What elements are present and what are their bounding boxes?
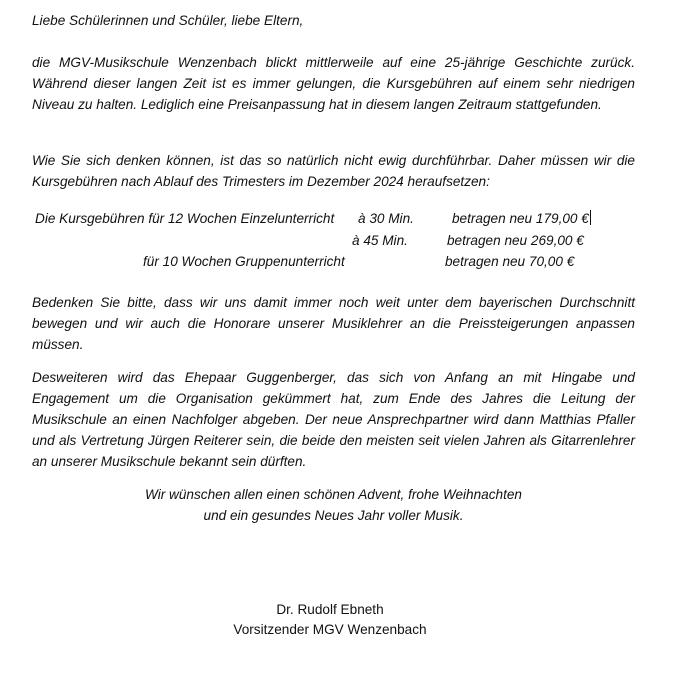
fee-row-1-description: Die Kursgebühren für 12 Wochen Einzelunterricht [35,211,335,226]
fee-row-2-duration: à 45 Min. [352,233,408,248]
paragraph-bavarian-average: Bedenken Sie bitte, dass wir uns damit immer noch weit unter dem bayerischen Durchschnitt bewegen und wir auch die Honorare unserer Musiklehrer an die Preissteigerungen anpassen müssen. [32,295,635,352]
paragraph-fee-increase: Wie Sie sich denken können, ist das so natürlich nicht ewig durchführbar. Daher müssen wir die Kursgebühren nach Ablauf des Trimesters im Dezember 2024 heraufsetzen: [32,153,635,189]
closing-line-2: und ein gesundes Neues Jahr voller Musik. [203,508,464,523]
fee-row-2-price: betragen neu 269,00 € [447,233,584,248]
fee-row-3-description: für 10 Wochen Gruppenunterricht [143,254,345,269]
fee-row-3-price: betragen neu 70,00 € [445,254,575,269]
signature-title: Vorsitzender MGV Wenzenbach [233,622,427,637]
signature-block [200,600,460,640]
fee-row-1-price-wrap [452,208,591,229]
fee-row-1-price: betragen neu 179,00 € [452,211,589,226]
closing-line-1: Wir wünschen allen einen schönen Advent, frohe Weihnachten [145,487,522,502]
greeting: Liebe Schülerinnen und Schüler, liebe Eltern, [32,13,304,28]
paragraph-history: die MGV-Musikschule Wenzenbach blickt mittlerweile auf eine 25-jährige Geschichte zurück. Während dieser langen Zeit ist es immer gelungen, die Kursgebühren auf einem sehr niedrigen Niveau zu halten. Lediglich eine Preisanpassung hat in diesem langen Zeitraum stattgefunden. [32,55,635,112]
text-cursor [590,210,591,225]
fee-table [0,208,677,274]
paragraph-management-change: Desweiteren wird das Ehepaar Guggenberger, das sich von Anfang an mit Hingabe und Engagement um die Organisation gekümmert hat, zum Ende des Jahres die Leitung der Musikschule an einen Nachfolger abgeben. Der neue Ansprechpartner wird dann Matthias Pfaller und als Vertretung Jürgen Reiterer sein, die beide den meisten seit vielen Jahren als Gitarrenlehrer an unserer Musikschule bekannt sein dürften. [32,370,635,469]
signature-name: Dr. Rudolf Ebneth [276,602,384,617]
closing-wishes [32,484,635,526]
fee-row-1-duration: à 30 Min. [358,211,414,226]
